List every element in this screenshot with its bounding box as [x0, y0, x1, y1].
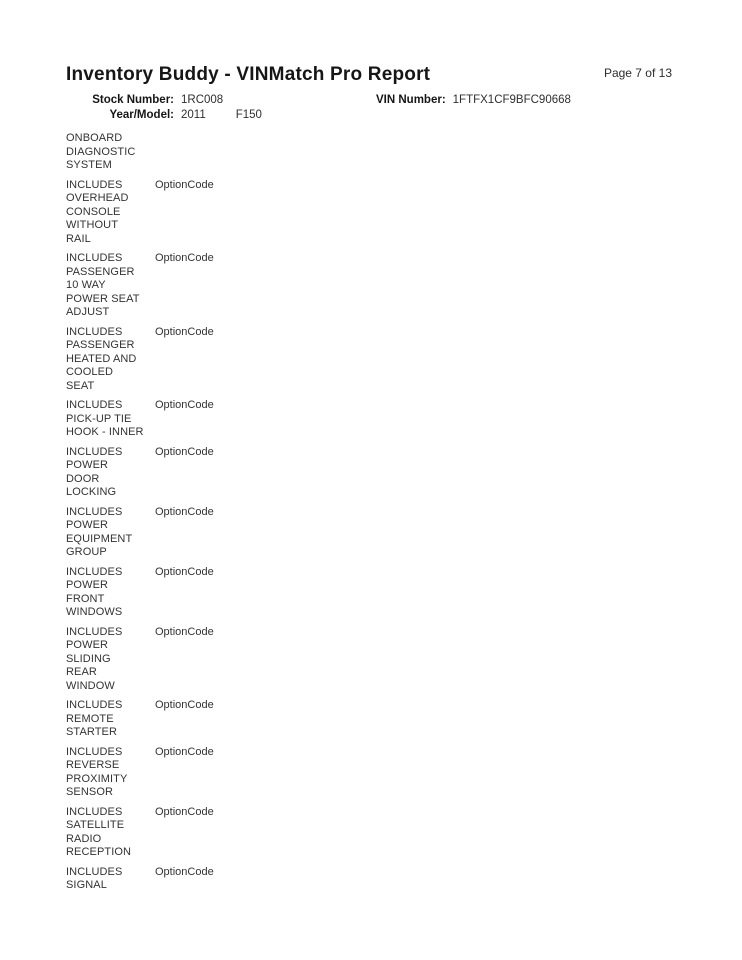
- option-code: OptionCode: [155, 325, 214, 338]
- option-row: [66, 326, 214, 394]
- option-code: OptionCode: [155, 252, 214, 264]
- option-row: [66, 399, 214, 440]
- vehicle-info-row-1: [0, 93, 742, 107]
- options-list: [66, 132, 214, 899]
- vehicle-info-row-2: [0, 108, 742, 122]
- option-row: [66, 252, 214, 320]
- option-code: OptionCode: [155, 178, 214, 191]
- option-description: INCLUDES OVERHEAD CONSOLE WITHOUT RAIL: [66, 178, 129, 245]
- option-description: INCLUDES POWER SLIDING REAR WINDOW: [66, 625, 123, 692]
- option-code: OptionCode: [155, 805, 214, 818]
- option-description: INCLUDES REVERSE PROXIMITY SENSOR: [66, 745, 128, 798]
- option-code: OptionCode: [155, 565, 214, 578]
- option-row: [66, 699, 214, 740]
- option-code: OptionCode: [155, 745, 214, 758]
- option-code: OptionCode: [155, 699, 214, 711]
- option-description: INCLUDES POWER EQUIPMENT GROUP: [66, 505, 133, 558]
- report-header: [66, 63, 672, 87]
- option-description: INCLUDES PASSENGER 10 WAY POWER SEAT ADJUST: [66, 252, 140, 318]
- option-code: OptionCode: [155, 865, 214, 878]
- option-row: [66, 806, 214, 860]
- option-row: [66, 506, 214, 560]
- vin-group: [376, 93, 571, 107]
- year-value: 2011: [181, 109, 206, 121]
- option-row: [66, 446, 214, 500]
- option-description: INCLUDES SATELLITE RADIO RECEPTION: [66, 805, 132, 858]
- option-code: OptionCode: [155, 399, 214, 411]
- option-row: [66, 179, 214, 247]
- option-row: [66, 566, 214, 620]
- page-indicator: Page 7 of 13: [603, 66, 672, 80]
- option-code: OptionCode: [155, 445, 214, 458]
- stock-number-label: Stock Number:: [92, 94, 174, 106]
- option-description: INCLUDES POWER FRONT WINDOWS: [66, 565, 123, 618]
- option-row: [66, 746, 214, 800]
- option-description: INCLUDES PASSENGER HEATED AND COOLED SEAT: [66, 325, 137, 392]
- option-description: INCLUDES POWER DOOR LOCKING: [66, 445, 123, 498]
- option-row: [66, 132, 214, 173]
- vin-number-value: 1FTFX1CF9BFC90668: [452, 94, 571, 106]
- option-description: INCLUDES REMOTE STARTER: [66, 699, 123, 738]
- option-code: OptionCode: [155, 625, 214, 638]
- option-code: OptionCode: [155, 505, 214, 518]
- page-title: Inventory Buddy - VINMatch Pro Report: [66, 64, 431, 85]
- option-row: [66, 626, 214, 694]
- stock-number-value: 1RC008: [181, 94, 224, 106]
- option-description: INCLUDES SIGNAL: [66, 865, 123, 891]
- vin-number-label: VIN Number:: [376, 94, 446, 106]
- year-model-label: Year/Model:: [109, 109, 174, 121]
- model-value: F150: [235, 109, 262, 121]
- option-description: ONBOARD DIAGNOSTIC SYSTEM: [66, 132, 136, 171]
- option-row: [66, 866, 214, 893]
- option-description: INCLUDES PICK-UP TIE HOOK - INNER: [66, 399, 144, 438]
